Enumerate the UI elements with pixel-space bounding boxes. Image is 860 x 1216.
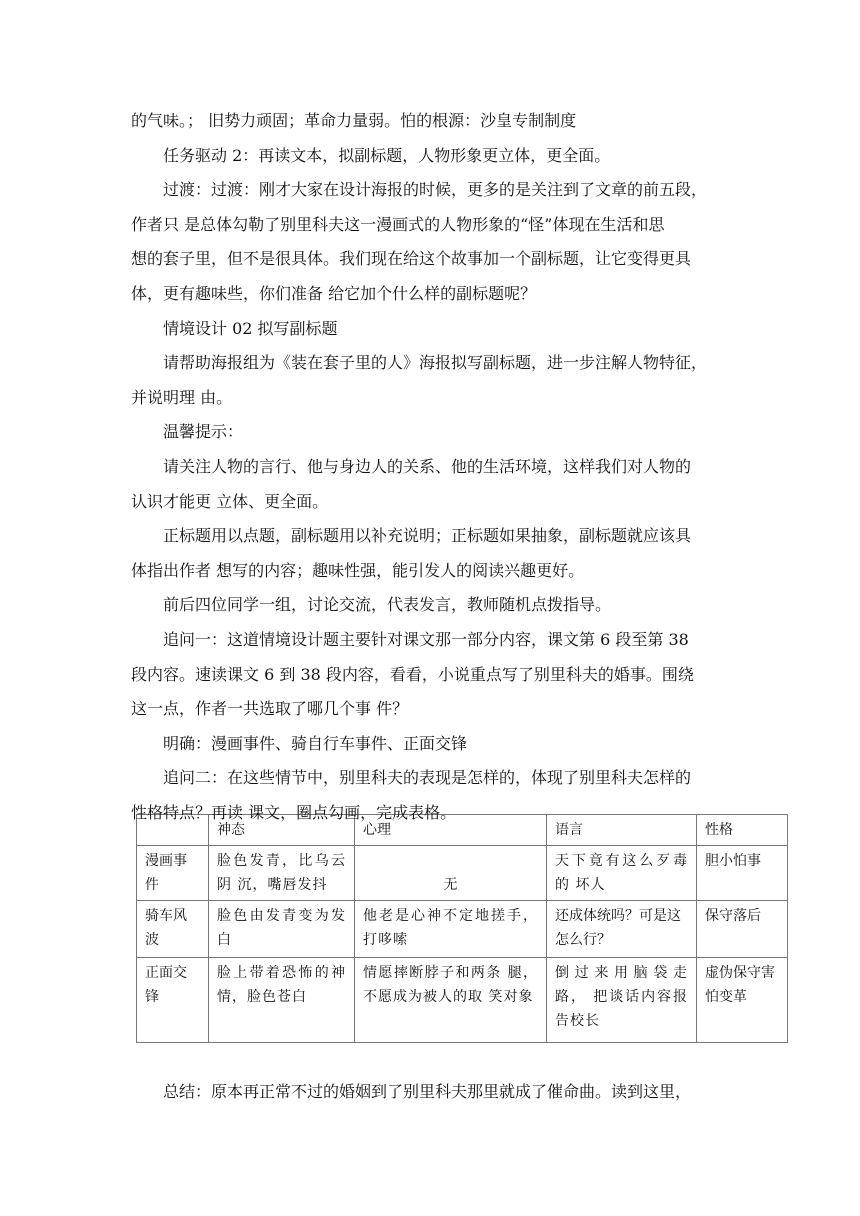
paragraph-line: 正标题用以点题，副标题用以补充说明；正标题如果抽象，副标题就应该具 bbox=[163, 526, 692, 545]
paragraph-line: 作者只 是总体勾勒了别里科夫这一漫画式的人物形象的“怪”体现在生活和思 bbox=[131, 215, 665, 234]
table-header-cell: 性格 bbox=[697, 815, 788, 846]
table-header-cell: 语言 bbox=[547, 815, 697, 846]
paragraph-line: 过渡：过渡：刚才大家在设计海报的时候，更多的是关注到了文章的前五段， bbox=[163, 180, 708, 199]
paragraph-line: 想的套子里，但不是很具体。我们现在给这个故事加一个副标题，让它变得更具 bbox=[131, 249, 692, 268]
table-header-cell: 神态 bbox=[209, 815, 355, 846]
table-row bbox=[137, 901, 788, 958]
paragraph-line: 段内容。速读课文 6 到 38 段内容，看看，小说重点写了别里科夫的婚事。围绕 bbox=[131, 665, 694, 684]
table-cell: 胆小怕事 bbox=[697, 846, 788, 901]
table-cell: 脸上带着恐怖的神 情，脸色苍白 bbox=[209, 958, 355, 1043]
table-header-cell: 心理 bbox=[355, 815, 547, 846]
paragraph-line: 体，更有趣味些，你们准备 给它加个什么样的副标题呢？ bbox=[131, 284, 537, 303]
paragraph-line: 请关注人物的言行、他与身边人的关系、他的生活环境，这样我们对人物的 bbox=[163, 457, 692, 476]
table-cell: 正面交锋 bbox=[137, 958, 209, 1043]
table-cell: 还成体统吗？可是这怎么行？ bbox=[547, 901, 697, 958]
paragraph-line: 性格特点？再读 课文，圈点勾画，完成表格。 bbox=[131, 803, 457, 822]
table-cell: 脸色由发青变为发白 bbox=[209, 901, 355, 958]
table-cell: 情愿摔断脖子和两条 腿，不愿成为被人的取 笑对象 bbox=[355, 958, 547, 1043]
paragraph-line: 并说明理 由。 bbox=[131, 388, 233, 407]
table-cell: 虚伪保守害怕变革 bbox=[697, 958, 788, 1043]
table-cell: 天下竟有这么歹毒的 坏人 bbox=[547, 846, 697, 901]
paragraph-line: 追问二：在这些情节中，别里科夫的表现是怎样的，体现了别里科夫怎样的 bbox=[163, 768, 692, 787]
table-cell: 倒过来用脑袋走路， 把谈话内容报告校长 bbox=[547, 958, 697, 1043]
paragraph-line: 体指出作者 想写的内容；趣味性强，能引发人的阅读兴趣更好。 bbox=[131, 561, 585, 580]
table-cell: 无 bbox=[355, 846, 547, 901]
paragraph-line: 明确：漫画事件、骑自行车事件、正面交锋 bbox=[163, 734, 468, 753]
paragraph-line: 认识才能更 立体、更全面。 bbox=[131, 492, 329, 511]
table-row bbox=[137, 846, 788, 901]
paragraph-line: 的气味。； 旧势力顽固；革命力量弱。怕的根源：沙皇专制制度 bbox=[131, 111, 577, 130]
paragraph-line: 这一点，作者一共选取了哪几个事 件？ bbox=[131, 699, 409, 718]
paragraph-line: 温馨提示： bbox=[163, 422, 244, 441]
paragraph-line: 任务驱动 2：再读文本，拟副标题，人物形象更立体，更全面。 bbox=[163, 146, 611, 165]
paragraph-line: 请帮助海报组为《装在套子里的人》海报拟写副标题，进一步注解人物特征， bbox=[163, 353, 708, 372]
table-cell: 保守落后 bbox=[697, 901, 788, 958]
table-cell: 脸色发青，比乌云阴 沉，嘴唇发抖 bbox=[209, 846, 355, 901]
paragraph-line: 总结：原本再正常不过的婚姻到了别里科夫那里就成了催命曲。读到这里， bbox=[163, 1082, 692, 1101]
paragraph-line: 前后四位同学一组，讨论交流，代表发言，教师随机点拨指导。 bbox=[163, 595, 612, 614]
character-analysis-table bbox=[136, 814, 788, 1043]
table-cell: 他老是心神不定地搓手，打哆嗦 bbox=[355, 901, 547, 958]
table-cell: 骑车风波 bbox=[137, 901, 209, 958]
paragraph-line: 追问一：这道情境设计题主要针对课文那一部分内容，课文第 6 段至第 38 bbox=[163, 630, 689, 649]
section-heading: 情境设计 02 拟写副标题 bbox=[163, 319, 338, 338]
table-cell: 漫画事件 bbox=[137, 846, 209, 901]
table-row bbox=[137, 958, 788, 1043]
